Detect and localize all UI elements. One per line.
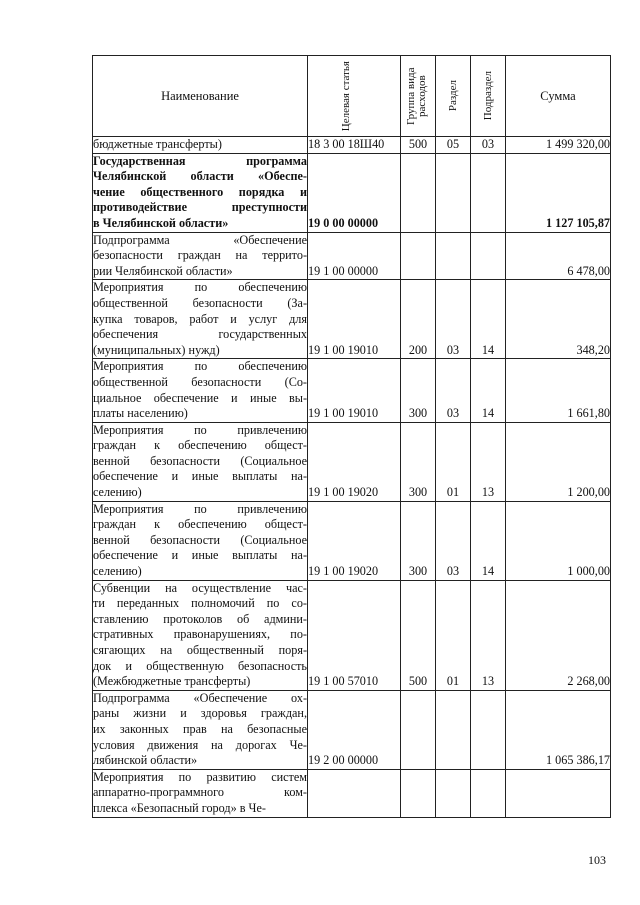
row-name-line: общественной безопасности (За- (93, 295, 307, 310)
row-name-line: общественной безопасности (Со- (93, 374, 307, 389)
row-section: 01 (436, 422, 471, 501)
row-target: 19 0 00 00000 (308, 153, 401, 232)
row-name-line: сягающих на общественный поря- (93, 643, 307, 657)
table-header-row (93, 56, 611, 137)
table-row (93, 153, 611, 232)
row-name (93, 769, 308, 817)
row-name-line: (Межбюджетные трансферты) (93, 674, 251, 689)
row-subsection: 03 (471, 137, 506, 154)
header-name: Наименование (93, 56, 308, 137)
row-name-line: раны жизни и здоровья граждан, (93, 706, 307, 721)
row-name-line: лябинской области» (93, 753, 198, 768)
row-section (436, 153, 471, 232)
row-name-line: селению) (93, 564, 142, 579)
row-section: 03 (436, 359, 471, 422)
row-target: 19 1 00 19020 (308, 422, 401, 501)
row-name (93, 359, 308, 422)
row-name-line: док и общественную безопасность (93, 658, 307, 673)
table-row (93, 280, 611, 359)
row-section: 03 (436, 280, 471, 359)
row-name-line: селению) (93, 485, 142, 500)
row-target: 18 3 00 18Ш40 (308, 137, 401, 154)
header-sum: Сумма (506, 56, 611, 137)
row-name-line: ти переданных полномочий по со- (93, 596, 307, 611)
row-group (401, 769, 436, 817)
row-target: 19 1 00 19010 (308, 359, 401, 422)
row-name-line: рии Челябинской области» (93, 263, 233, 278)
row-subsection: 14 (471, 359, 506, 422)
row-subsection (471, 690, 506, 769)
row-name (93, 690, 308, 769)
row-name-line: Субвенции на осуществление час- (93, 580, 307, 595)
row-sum (506, 769, 611, 817)
row-name (93, 153, 308, 232)
row-group: 500 (401, 137, 436, 154)
row-name-line: плекса «Безопасный город» в Че- (93, 800, 266, 815)
header-section: Раздел (436, 56, 471, 137)
row-name-line: их законных прав на безопасные (93, 721, 307, 736)
row-target (308, 769, 401, 817)
header-group: Группа вида расходов (401, 56, 436, 137)
row-sum: 6 478,00 (506, 232, 611, 280)
row-group: 200 (401, 280, 436, 359)
row-name-line: обеспечение и иные выплаты на- (93, 548, 307, 563)
row-sum: 348,20 (506, 280, 611, 359)
row-name (93, 232, 308, 280)
row-name-line: Челябинской области «Обеспе- (93, 169, 307, 184)
row-name-line: венной безопасности (Социальное (93, 453, 307, 468)
row-target: 19 1 00 19010 (308, 280, 401, 359)
row-name (93, 280, 308, 359)
row-name-line: (муниципальных) нужд) (93, 342, 220, 357)
row-name (93, 501, 308, 580)
row-sum: 1 661,80 (506, 359, 611, 422)
row-sum: 1 200,00 (506, 422, 611, 501)
row-name-line: стративных правонарушениях, по- (93, 627, 307, 642)
row-group (401, 690, 436, 769)
row-subsection: 13 (471, 580, 506, 690)
row-sum: 1 127 105,87 (506, 153, 611, 232)
row-target: 19 2 00 00000 (308, 690, 401, 769)
row-name-line: граждан к обеспечению общест- (93, 438, 307, 453)
row-section: 01 (436, 580, 471, 690)
row-name-line: бюджетные трансферты) (93, 137, 222, 151)
row-name-line: Мероприятия по привлечению (93, 422, 307, 437)
row-name-line: Подпрограмма «Обеспечение ох- (93, 690, 307, 705)
row-section (436, 690, 471, 769)
row-name-line: обеспечение и иные выплаты на- (93, 469, 307, 484)
row-section: 03 (436, 501, 471, 580)
row-name-line: Мероприятия по обеспечению (93, 359, 307, 374)
row-name-line: граждан к обеспечению общест- (93, 517, 307, 532)
row-group (401, 232, 436, 280)
table-row (93, 690, 611, 769)
row-name-line: аппаратно-программного ком- (93, 785, 307, 800)
row-group (401, 153, 436, 232)
row-name-line: чение общественного порядка и (93, 184, 307, 199)
row-name-line: ставлению протоколов об админи- (93, 611, 307, 626)
row-section (436, 769, 471, 817)
row-target: 19 1 00 00000 (308, 232, 401, 280)
row-subsection: 14 (471, 280, 506, 359)
table-row (93, 580, 611, 690)
row-sum: 1 000,00 (506, 501, 611, 580)
row-name-line: Мероприятия по развитию систем (93, 769, 307, 784)
row-name (93, 422, 308, 501)
table-row (93, 359, 611, 422)
row-target: 19 1 00 19020 (308, 501, 401, 580)
row-name-line: купка товаров, работ и услуг для (93, 311, 307, 326)
page-number: 103 (588, 853, 606, 867)
row-name-line: условия движения на дорогах Че- (93, 737, 307, 752)
row-section: 05 (436, 137, 471, 154)
table-row (93, 422, 611, 501)
row-group: 300 (401, 501, 436, 580)
row-subsection: 14 (471, 501, 506, 580)
row-name-line: обеспечения государственных (93, 327, 307, 342)
row-group: 300 (401, 359, 436, 422)
row-sum: 1 065 386,17 (506, 690, 611, 769)
row-subsection (471, 153, 506, 232)
header-target: Целевая статья (308, 56, 401, 137)
row-name-line: циальное обеспечение и иные вы- (93, 390, 307, 405)
row-sum: 2 268,00 (506, 580, 611, 690)
row-name-line: в Челябинской области» (93, 215, 229, 230)
row-name-line: Подпрограмма «Обеспечение (93, 232, 307, 247)
row-name-line: Государственная программа (93, 153, 307, 168)
table-row (93, 501, 611, 580)
row-group: 300 (401, 422, 436, 501)
row-group: 500 (401, 580, 436, 690)
row-subsection (471, 232, 506, 280)
row-name (93, 580, 308, 690)
row-name-line: безопасности граждан на террито- (93, 248, 307, 263)
row-sum: 1 499 320,00 (506, 137, 611, 154)
row-section (436, 232, 471, 280)
row-name-line: Мероприятия по привлечению (93, 501, 307, 516)
row-target: 19 1 00 57010 (308, 580, 401, 690)
budget-table (92, 55, 611, 818)
row-subsection (471, 769, 506, 817)
row-subsection: 13 (471, 422, 506, 501)
row-name-line: Мероприятия по обеспечению (93, 280, 307, 295)
header-subsection: Подраздел (471, 56, 506, 137)
row-name (93, 137, 308, 154)
table-row (93, 137, 611, 154)
table-row (93, 769, 611, 817)
row-name-line: венной безопасности (Социальное (93, 532, 307, 547)
table-row (93, 232, 611, 280)
row-name-line: противодействие преступности (93, 200, 307, 215)
row-name-line: платы населению) (93, 406, 188, 421)
